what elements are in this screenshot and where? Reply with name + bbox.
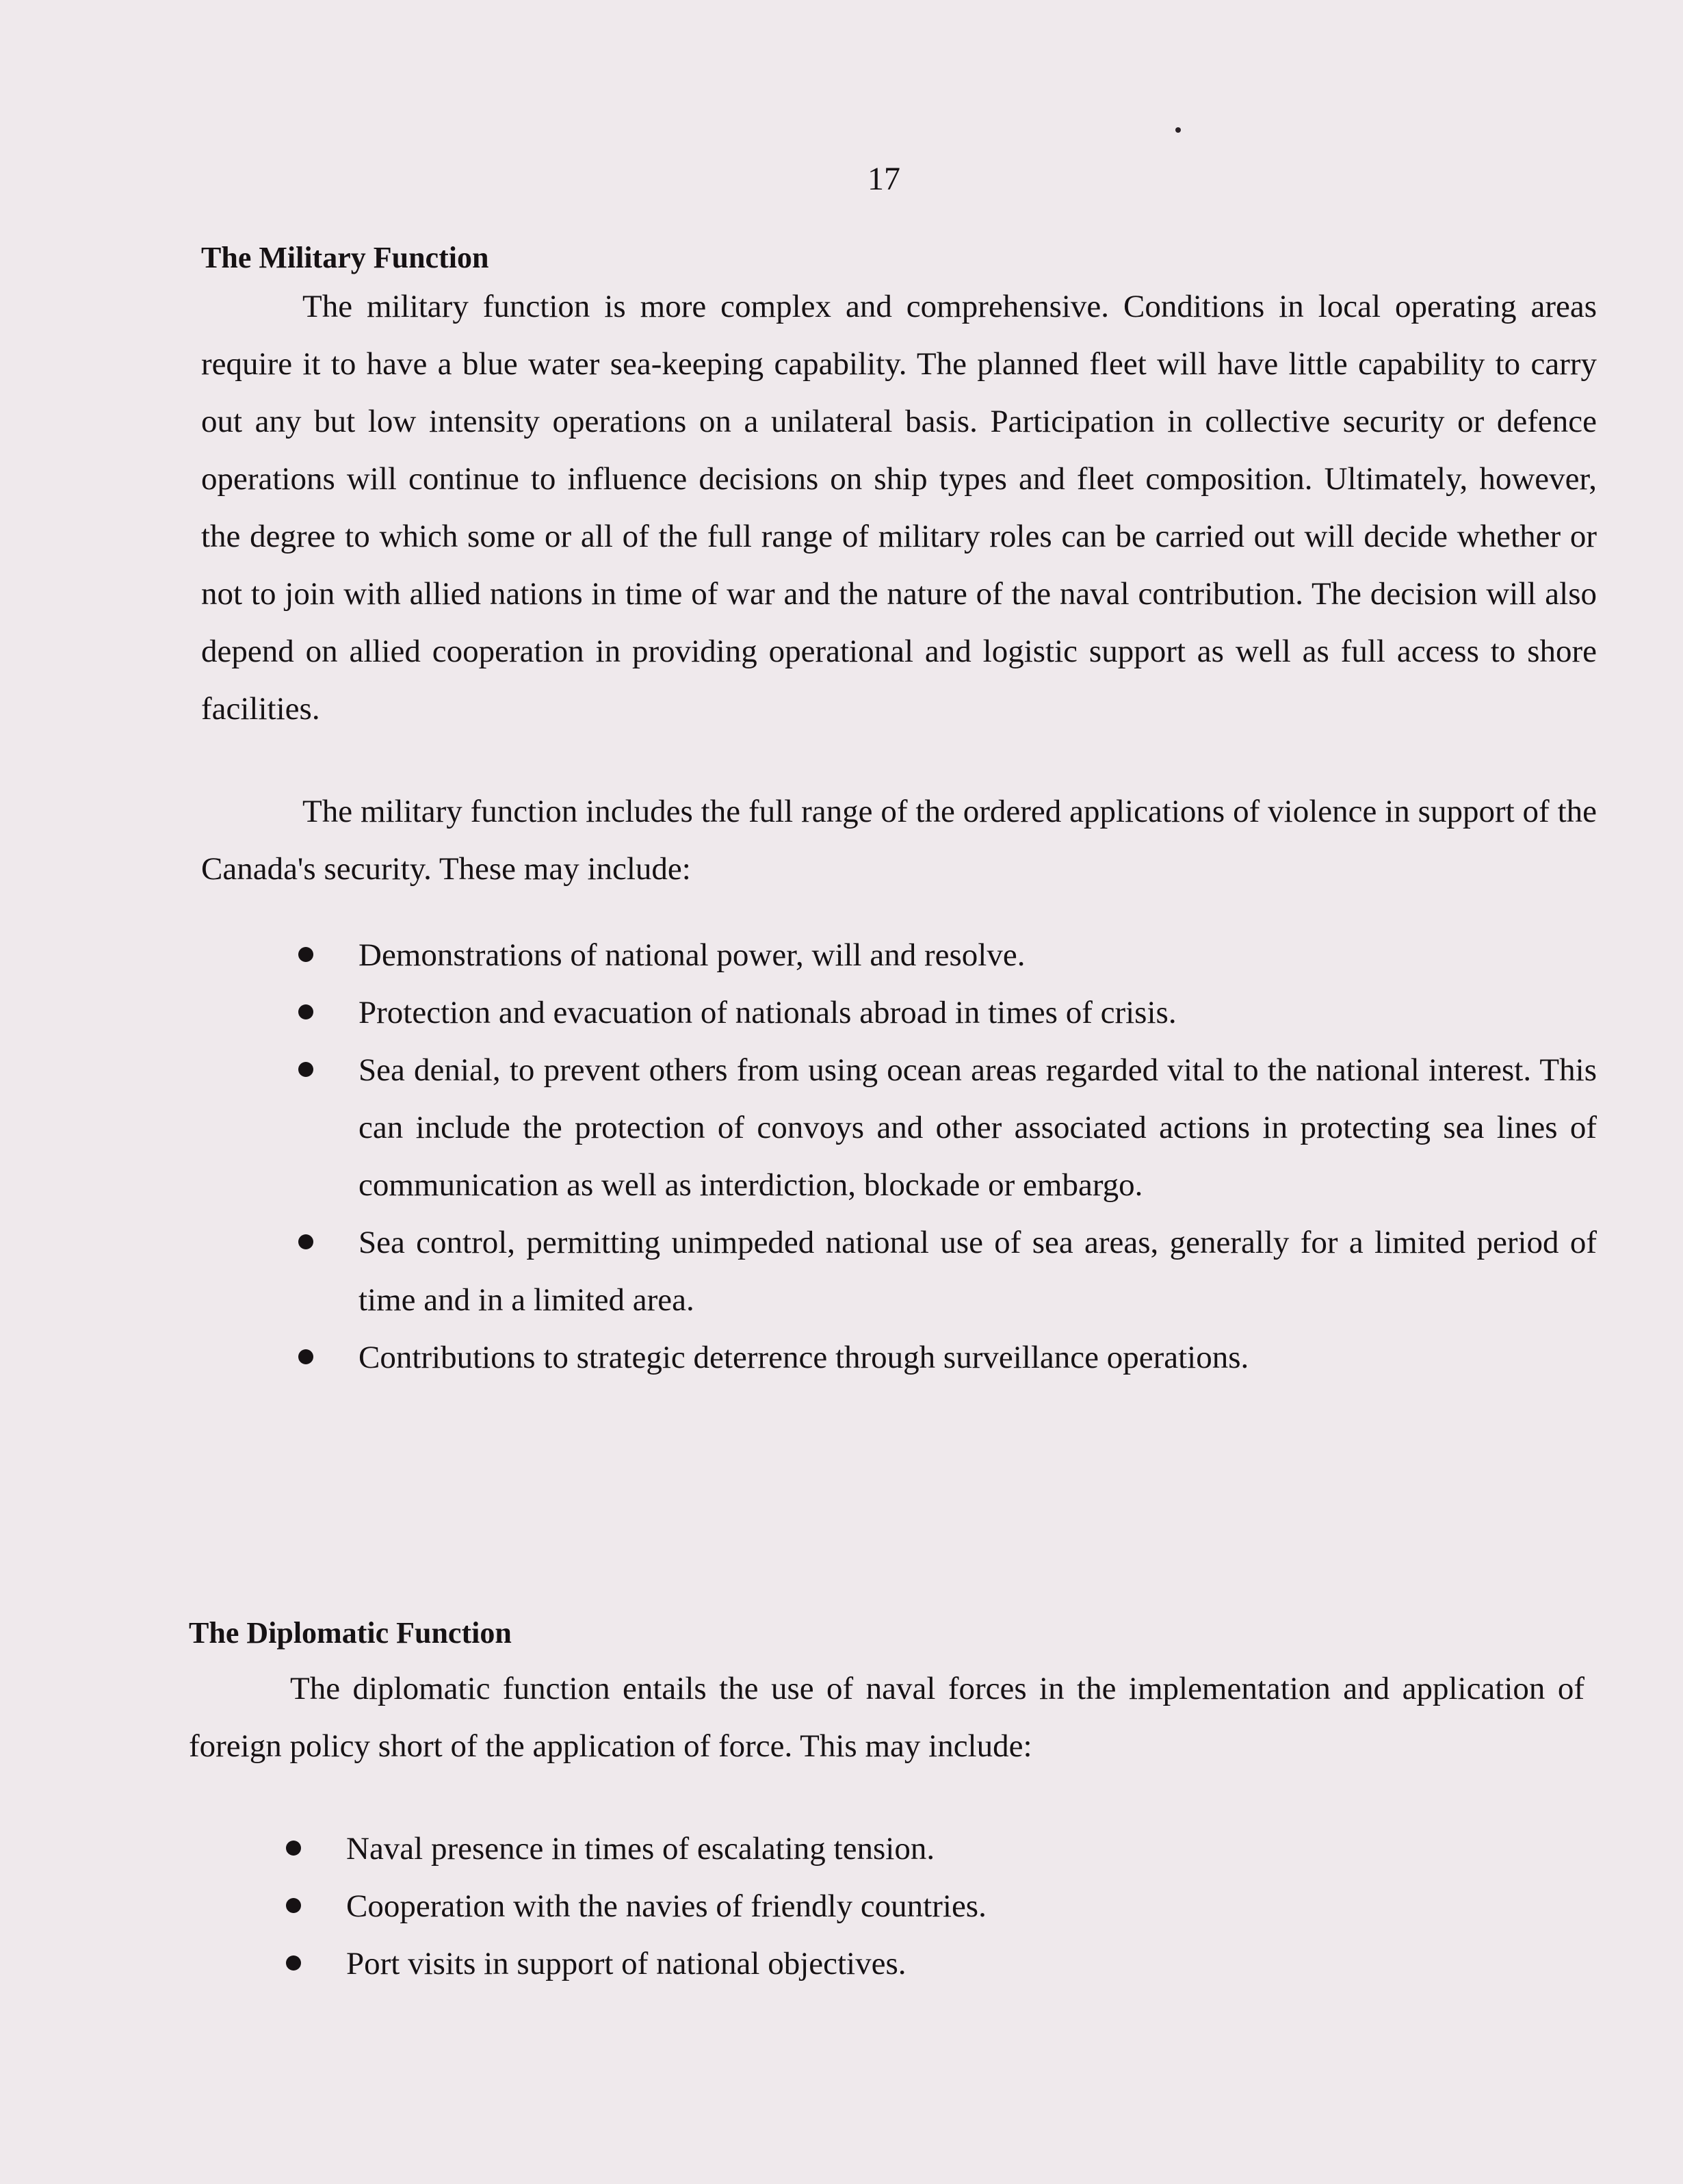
list-item-text: Naval presence in times of escalating tension. bbox=[346, 1831, 935, 1867]
list-item-text: Protection and evacuation of nationals abroad in times of crisis. bbox=[358, 995, 1177, 1030]
list-item-text: Demonstrations of national power, will and resolve. bbox=[358, 937, 1026, 973]
bullet-icon bbox=[298, 1349, 313, 1364]
list-item-text: Sea control, permitting unimpeded national use of sea areas, generally for a limited period of time and in a limited area. bbox=[358, 1225, 1597, 1318]
bullet-icon bbox=[298, 1004, 313, 1019]
stray-ink-mark bbox=[1175, 127, 1181, 133]
diplomatic-function-paragraph-1: The diplomatic function entails the use of naval forces in the implementation and application of foreign policy short of the application of force. This may include: bbox=[189, 1671, 1584, 1764]
list-item-text: Contributions to strategic deterrence through surveillance operations. bbox=[358, 1340, 1249, 1375]
bullet-icon bbox=[286, 1955, 301, 1971]
bullet-icon bbox=[298, 947, 313, 962]
list-item bbox=[201, 1041, 1597, 1214]
military-function-paragraph-1: The military function is more complex and comprehensive. Conditions in local operating areas require it to have a blue water sea-keeping capability. The planned fleet will have little capability to carry out any but low intensity operations on a unilateral basis. Participation in collective security or defence operations will continue to influence decisions on ship types and fleet composition. Ultimately, however, the degree to which some or all of the full range of military roles can be carried out will decide whether or not to join with allied nations in time of war and the nature of the naval contribution. The decision will also depend on allied cooperation in providing operational and logistic support as well as full access to shore facilities. bbox=[201, 289, 1597, 727]
military-function-heading: The Military Function bbox=[201, 241, 489, 274]
list-item-text: Sea denial, to prevent others from using ocean areas regarded vital to the national interest. This can include the protection of convoys and other associated actions in protecting sea lines of communication as well as interdiction, blockade or embargo. bbox=[358, 1052, 1597, 1203]
military-roles-list bbox=[201, 926, 1597, 1386]
diplomatic-roles-list bbox=[189, 1820, 1584, 1992]
list-item bbox=[201, 1214, 1597, 1329]
list-item-text: Port visits in support of national objectives. bbox=[346, 1946, 906, 1981]
list-item bbox=[201, 1329, 1597, 1386]
list-item-text: Cooperation with the navies of friendly countries. bbox=[346, 1888, 987, 1924]
bullet-icon bbox=[286, 1841, 301, 1856]
list-item bbox=[189, 1935, 1584, 1992]
bullet-icon bbox=[298, 1234, 313, 1249]
diplomatic-function-section bbox=[189, 1613, 1584, 1992]
diplomatic-function-heading: The Diplomatic Function bbox=[189, 1616, 512, 1650]
bullet-icon bbox=[286, 1898, 301, 1913]
military-function-paragraph-2: The military function includes the full range of the ordered applications of violence in support of the Canada's security. These may include: bbox=[201, 794, 1597, 887]
page-number: 17 bbox=[867, 161, 900, 197]
list-item bbox=[201, 926, 1597, 984]
bullet-icon bbox=[298, 1062, 313, 1077]
list-item bbox=[201, 984, 1597, 1041]
list-item bbox=[189, 1877, 1584, 1935]
military-function-section bbox=[201, 238, 1597, 1386]
list-item bbox=[189, 1820, 1584, 1877]
